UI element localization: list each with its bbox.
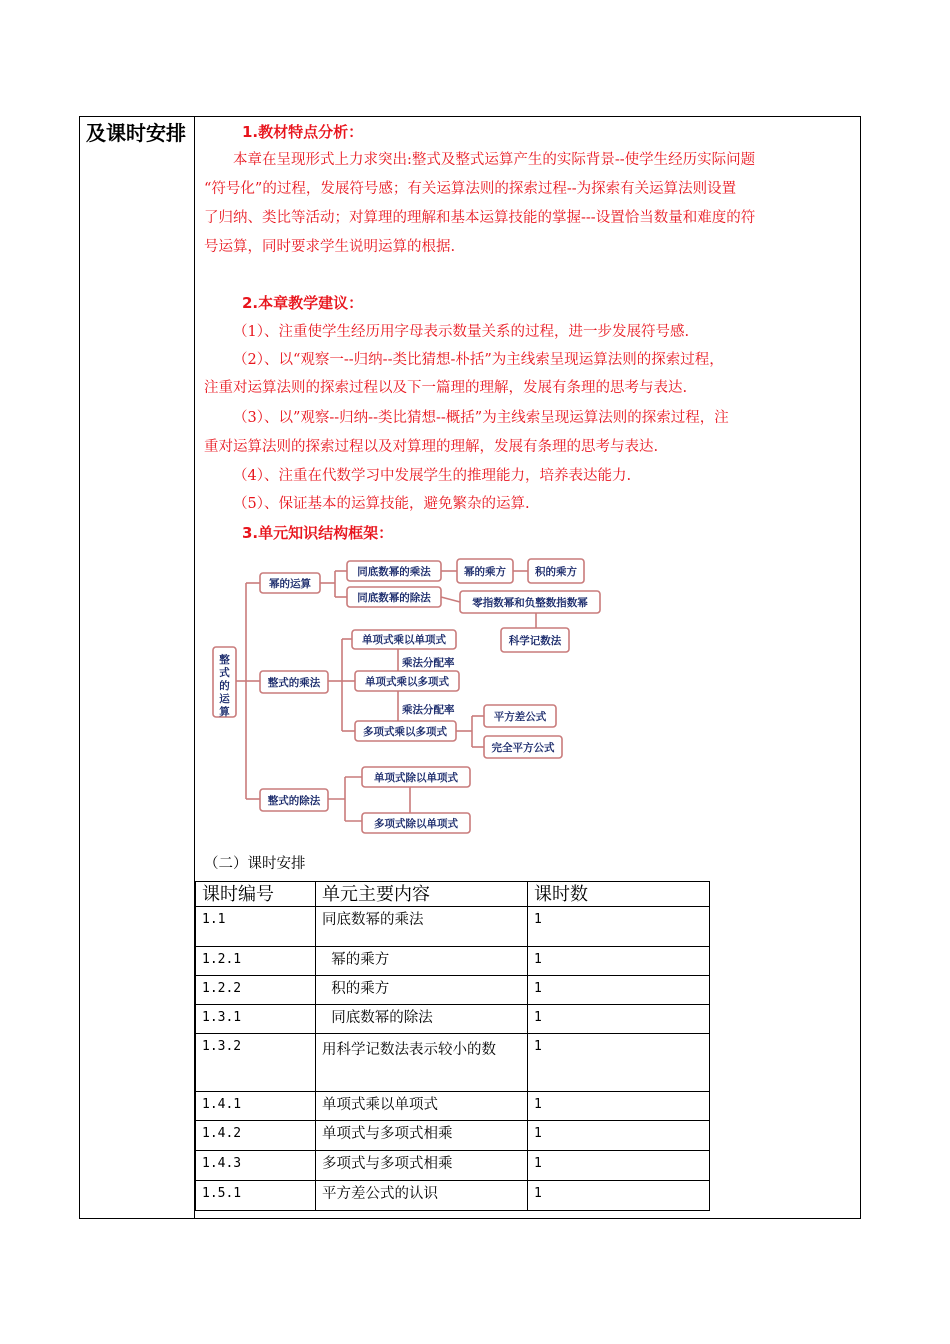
diagram-node-sci-notation <box>501 628 569 652</box>
table-cell: 1 <box>528 1092 710 1121</box>
schedule-title: （二）课时安排 <box>204 856 306 872</box>
node-label: 积的乘方 <box>535 566 577 578</box>
table-cell: 1.2.2 <box>196 976 316 1005</box>
node-label: 同底数幂的除法 <box>357 592 431 604</box>
table-cell: 1.3.1 <box>196 1005 316 1034</box>
node-label: 单项式除以单项式 <box>374 772 458 784</box>
table-row <box>196 976 710 1005</box>
table-row <box>196 1092 710 1121</box>
table-cell: 多项式与多项式相乘 <box>316 1151 528 1181</box>
section1-line: 了归纳、类比等活动；对算理的理解和基本运算技能的掌握---设置恰当数量和难度的符 <box>204 210 756 226</box>
table-cell: 1 <box>528 976 710 1005</box>
table-row <box>196 947 710 976</box>
table-cell: 单项式与多项式相乘 <box>316 1121 528 1151</box>
table-cell: 幂的乘方 <box>316 947 528 976</box>
schedule-table <box>195 881 710 1211</box>
diagram-node-mult <box>260 671 328 693</box>
node-label: 整式的乘法 <box>267 677 321 689</box>
table-row <box>196 1005 710 1034</box>
root-char: 整 <box>219 654 230 666</box>
section2-line: （1）、注重使学生经历用字母表示数量关系的过程，进一步发展符号感. <box>233 324 690 340</box>
diagram-node-mono-mono <box>352 630 456 649</box>
node-label: 幂的运算 <box>269 578 311 590</box>
table-cell: 单项式乘以单项式 <box>316 1092 528 1121</box>
table-cell: 1 <box>528 1121 710 1151</box>
node-label: 多项式乘以多项式 <box>363 726 447 738</box>
header-cell: 单元主要内容 <box>316 882 528 907</box>
table-cell: 1 <box>528 907 710 947</box>
table-cell: 1.4.2 <box>196 1121 316 1151</box>
table-cell: 积的乘方 <box>316 976 528 1005</box>
node-label: 完全平方公式 <box>491 742 555 754</box>
section2-line: （4）、注重在代数学习中发展学生的推理能力，培养表达能力. <box>233 468 632 484</box>
node-label: 零指数幂和负整数指数幂 <box>472 597 588 609</box>
section1-heading: 1.教材特点分析： <box>242 123 364 141</box>
node-label: 多项式除以单项式 <box>374 818 458 830</box>
table-cell: 1.4.1 <box>196 1092 316 1121</box>
distributive-label: 乘法分配率 <box>402 704 455 716</box>
diagram-node-power-of-product <box>528 559 584 583</box>
node-label: 平方差公式 <box>493 711 547 723</box>
section3-heading: 3.单元知识结构框架： <box>242 524 394 542</box>
table-cell: 同底数幂的乘法 <box>316 907 528 947</box>
diagram-node-same-base-mul <box>347 561 441 581</box>
header-cell: 课时编号 <box>196 882 316 907</box>
diagram-node-mono-div-mono <box>362 767 470 787</box>
left-label-column <box>80 117 195 1218</box>
node-label: 同底数幂的乘法 <box>357 566 431 578</box>
table-row <box>196 1034 710 1092</box>
table-cell: 用科学记数法表示较小的数 <box>316 1034 528 1092</box>
table-cell: 1.2.1 <box>196 947 316 976</box>
left-title: 及课时安排 <box>86 121 186 145</box>
table-cell: 1 <box>528 1181 710 1211</box>
section2-line: 注重对运算法则的探索过程以及下一篇理的理解，发展有条理的思考与表达. <box>204 380 688 396</box>
root-char: 算 <box>219 706 230 718</box>
table-header-row <box>196 882 710 907</box>
diagram-node-zero-neg-exp <box>460 591 600 613</box>
section2-line: （5）、保证基本的运算技能，避免繁杂的运算. <box>233 496 530 512</box>
table-row <box>196 1181 710 1211</box>
section2-line: 重对运算法则的探索过程以及对算理的理解，发展有条理的思考与表达. <box>204 439 659 455</box>
node-label: 科学记数法 <box>508 635 562 647</box>
table-cell: 1 <box>528 1034 710 1092</box>
diagram-node-power-of-power <box>457 559 513 583</box>
section1-line: “符号化”的过程，发展符号感；有关运算法则的探索过程--为探索有关运算法则设置 <box>204 181 737 197</box>
diagram-node-mono-poly <box>355 671 459 691</box>
section2-heading: 2.本章教学建议： <box>242 294 364 312</box>
section1-line: 本章在呈现形式上力求突出:整式及整式运算产生的实际背景--使学生经历实际问题 <box>233 152 756 168</box>
root-char: 运 <box>219 693 230 705</box>
root-char: 式 <box>219 667 230 679</box>
table-cell: 1.4.3 <box>196 1151 316 1181</box>
section2-line: （2）、以“观察一--归纳--类比猜想-朴括”为主线索呈现运算法则的探索过程， <box>233 352 724 368</box>
header-cell: 课时数 <box>528 882 710 907</box>
root-char: 的 <box>219 680 230 692</box>
table-cell: 1 <box>528 1151 710 1181</box>
knowledge-structure-diagram <box>210 551 610 837</box>
node-label: 幂的乘方 <box>464 566 506 578</box>
diagram-node-diff-squares <box>484 705 556 727</box>
table-cell: 平方差公式的认识 <box>316 1181 528 1211</box>
table-cell: 同底数幂的除法 <box>316 1005 528 1034</box>
table-cell: 1.5.1 <box>196 1181 316 1211</box>
table-cell: 1.1 <box>196 907 316 947</box>
table-cell: 1.3.2 <box>196 1034 316 1092</box>
diagram-node-root <box>213 647 236 718</box>
section1-line: 号运算，同时要求学生说明运算的根据. <box>204 239 456 255</box>
node-label: 整式的除法 <box>267 795 321 807</box>
diagram-node-perfect-square <box>484 736 562 758</box>
diagram-node-power <box>260 573 320 593</box>
diagram-node-div <box>260 789 328 811</box>
table-cell: 1 <box>528 947 710 976</box>
table-row <box>196 1151 710 1181</box>
table-row <box>196 1121 710 1151</box>
distributive-label: 乘法分配率 <box>402 657 455 669</box>
section2-line: （3）、以”观察--归纳--类比猜想--概括”为主线索呈现运算法则的探索过程，注 <box>233 410 729 426</box>
node-label: 单项式乘以多项式 <box>365 676 449 688</box>
table-row <box>196 907 710 947</box>
diagram-node-poly-div-mono <box>362 813 470 833</box>
diagram-node-same-base-div <box>347 587 441 607</box>
node-label: 单项式乘以单项式 <box>362 634 446 646</box>
table-cell: 1 <box>528 1005 710 1034</box>
diagram-node-poly-poly <box>355 721 456 741</box>
